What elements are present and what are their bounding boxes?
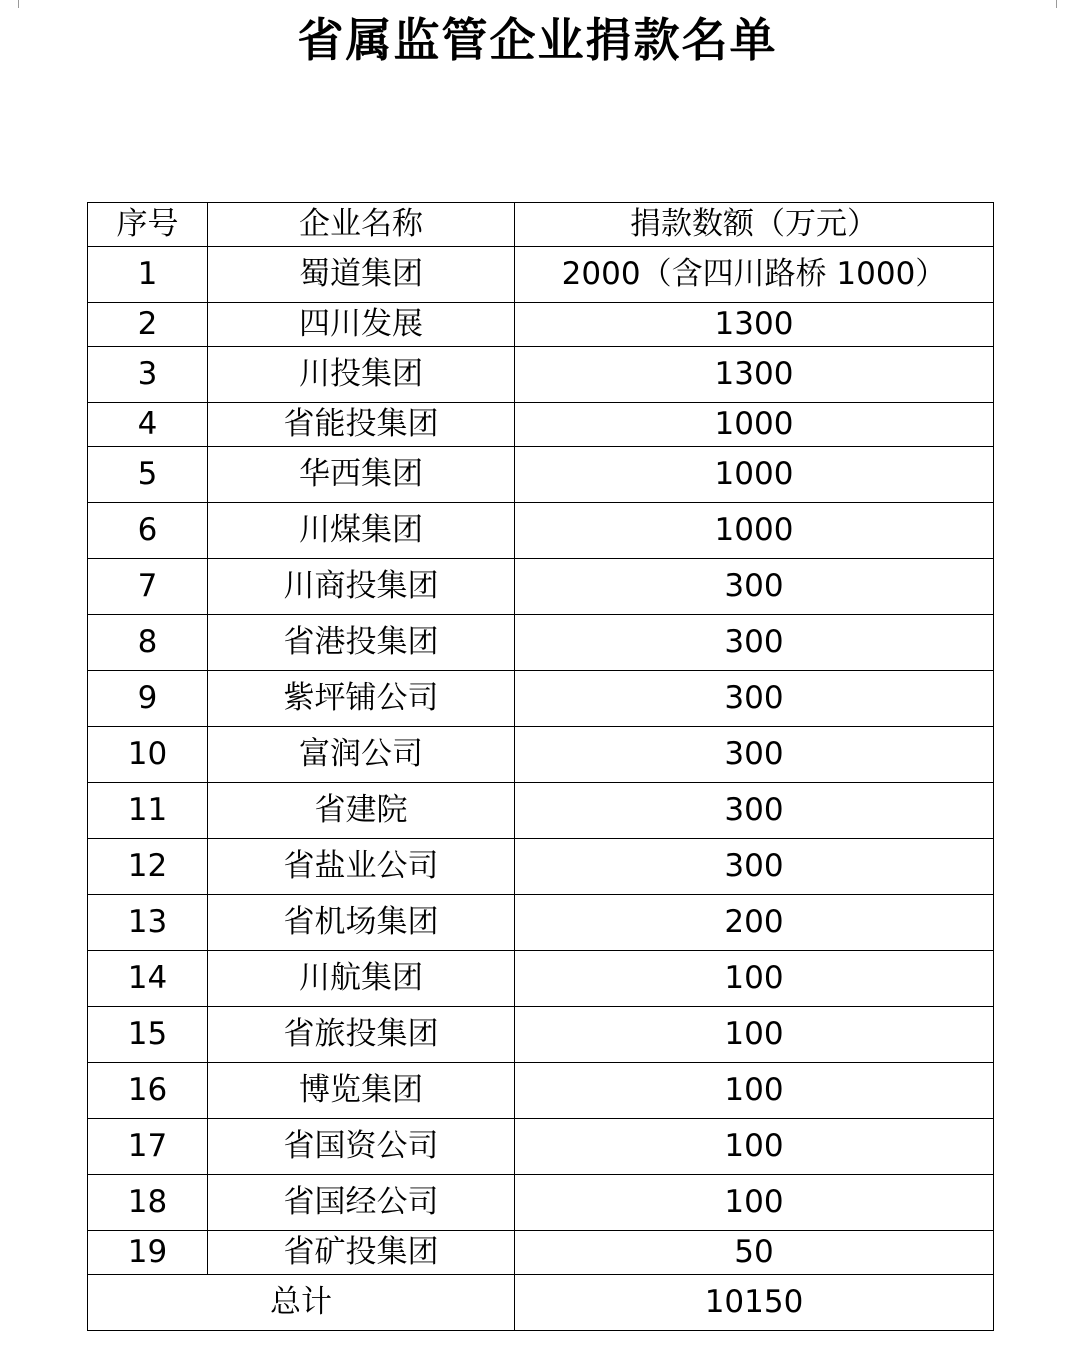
cell-amount: 2000（含四川路桥 1000） xyxy=(515,247,994,303)
header-amount: 捐款数额（万元） xyxy=(515,203,994,247)
table-row xyxy=(88,1063,994,1119)
cell-amount: 300 xyxy=(515,783,994,839)
cell-amount: 1000 xyxy=(515,447,994,503)
header-seq: 序号 xyxy=(88,203,208,247)
cell-name: 省国资公司 xyxy=(208,1119,515,1175)
donation-table xyxy=(87,202,994,1331)
table-row xyxy=(88,1175,994,1231)
cell-seq: 1 xyxy=(88,247,208,303)
table-row xyxy=(88,1007,994,1063)
cell-name: 蜀道集团 xyxy=(208,247,515,303)
cell-seq: 3 xyxy=(88,347,208,403)
cell-amount: 100 xyxy=(515,1063,994,1119)
table-row xyxy=(88,783,994,839)
document-title: 省属监管企业捐款名单 xyxy=(297,13,778,67)
cell-amount: 300 xyxy=(515,839,994,895)
table-total-row xyxy=(88,1275,994,1331)
cell-name: 川商投集团 xyxy=(208,559,515,615)
cell-seq: 2 xyxy=(88,303,208,347)
table-row xyxy=(88,951,994,1007)
cell-name: 四川发展 xyxy=(208,303,515,347)
cell-amount: 100 xyxy=(515,1007,994,1063)
cell-seq: 9 xyxy=(88,671,208,727)
total-label: 总计 xyxy=(88,1275,515,1331)
cell-amount: 100 xyxy=(515,1119,994,1175)
cell-name: 紫坪铺公司 xyxy=(208,671,515,727)
cell-seq: 8 xyxy=(88,615,208,671)
cell-name: 省能投集团 xyxy=(208,403,515,447)
table-row xyxy=(88,503,994,559)
cell-amount: 1300 xyxy=(515,303,994,347)
table-row xyxy=(88,403,994,447)
cell-name: 华西集团 xyxy=(208,447,515,503)
table-row xyxy=(88,839,994,895)
cell-amount: 300 xyxy=(515,615,994,671)
cell-seq: 15 xyxy=(88,1007,208,1063)
table-row xyxy=(88,347,994,403)
cell-name: 川煤集团 xyxy=(208,503,515,559)
cell-seq: 14 xyxy=(88,951,208,1007)
cell-name: 省港投集团 xyxy=(208,615,515,671)
table-row xyxy=(88,247,994,303)
table-row xyxy=(88,615,994,671)
cell-name: 省盐业公司 xyxy=(208,839,515,895)
cell-name: 省矿投集团 xyxy=(208,1231,515,1275)
cell-amount: 100 xyxy=(515,1175,994,1231)
cell-amount: 200 xyxy=(515,895,994,951)
cell-amount: 50 xyxy=(515,1231,994,1275)
cell-seq: 19 xyxy=(88,1231,208,1275)
cell-seq: 13 xyxy=(88,895,208,951)
corner-crop-mark-left xyxy=(0,0,19,8)
cell-amount: 1000 xyxy=(515,403,994,447)
table-header-row xyxy=(88,203,994,247)
table-row xyxy=(88,727,994,783)
cell-seq: 6 xyxy=(88,503,208,559)
cell-seq: 11 xyxy=(88,783,208,839)
cell-seq: 10 xyxy=(88,727,208,783)
cell-amount: 300 xyxy=(515,559,994,615)
table-row xyxy=(88,447,994,503)
cell-seq: 5 xyxy=(88,447,208,503)
table-row xyxy=(88,895,994,951)
cell-name: 川航集团 xyxy=(208,951,515,1007)
cell-name: 博览集团 xyxy=(208,1063,515,1119)
cell-amount: 300 xyxy=(515,671,994,727)
cell-name: 省建院 xyxy=(208,783,515,839)
cell-amount: 300 xyxy=(515,727,994,783)
cell-name: 省机场集团 xyxy=(208,895,515,951)
cell-name: 富润公司 xyxy=(208,727,515,783)
cell-seq: 18 xyxy=(88,1175,208,1231)
cell-seq: 12 xyxy=(88,839,208,895)
table-row xyxy=(88,1119,994,1175)
cell-amount: 100 xyxy=(515,951,994,1007)
cell-amount: 1000 xyxy=(515,503,994,559)
cell-seq: 17 xyxy=(88,1119,208,1175)
cell-seq: 7 xyxy=(88,559,208,615)
header-name: 企业名称 xyxy=(208,203,515,247)
cell-name: 省国经公司 xyxy=(208,1175,515,1231)
corner-crop-mark-right xyxy=(1056,0,1075,8)
table-row xyxy=(88,559,994,615)
cell-name: 川投集团 xyxy=(208,347,515,403)
cell-seq: 16 xyxy=(88,1063,208,1119)
cell-name: 省旅投集团 xyxy=(208,1007,515,1063)
table-row xyxy=(88,1231,994,1275)
cell-seq: 4 xyxy=(88,403,208,447)
cell-amount: 1300 xyxy=(515,347,994,403)
total-amount: 10150 xyxy=(515,1275,994,1331)
table-row xyxy=(88,671,994,727)
table-row xyxy=(88,303,994,347)
